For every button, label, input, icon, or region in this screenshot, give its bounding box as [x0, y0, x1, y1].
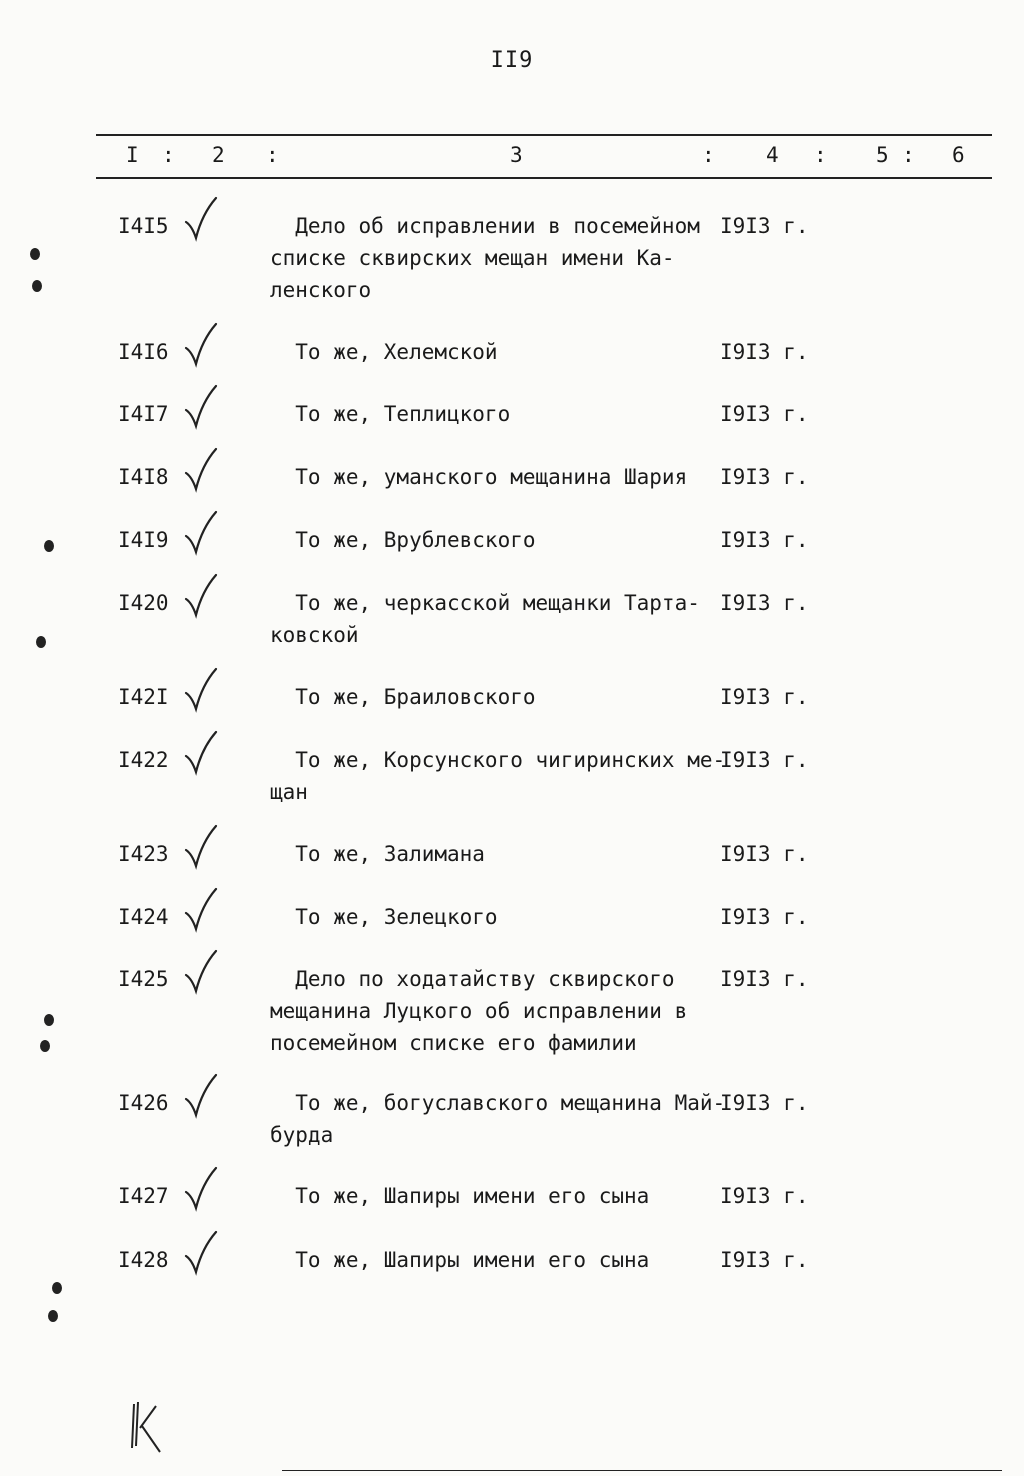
header-sep-5: : — [902, 143, 915, 167]
description-line: То же, Зелецкого — [270, 905, 498, 929]
description-line: ленского — [270, 278, 372, 302]
punch-hole — [44, 540, 54, 552]
description-line: То же, Браиловского — [270, 685, 536, 709]
punch-hole — [48, 1310, 58, 1322]
header-col-3: 3 — [510, 143, 523, 167]
header-col-6: 6 — [952, 143, 965, 167]
item-description — [270, 524, 720, 556]
item-description — [270, 744, 726, 808]
item-description — [270, 336, 720, 368]
description-line: ковской — [270, 623, 359, 647]
item-year: I9I3 г. — [720, 842, 809, 866]
item-year: I9I3 г. — [720, 1184, 809, 1208]
item-number: I420 — [118, 591, 169, 615]
item-number: I427 — [118, 1184, 169, 1208]
description-line: Дело по ходатайству сквирского — [270, 967, 675, 991]
item-description — [270, 587, 720, 651]
checkmark-icon — [180, 1166, 222, 1212]
description-line: списке сквирских мещан имени Ка- — [270, 246, 675, 270]
description-line: То же, Шапиры имени его сына — [270, 1248, 650, 1272]
item-number: I4I6 — [118, 340, 169, 364]
description-line: мещанина Луцкого об исправлении в — [270, 999, 688, 1023]
item-year: I9I3 г. — [720, 528, 809, 552]
item-description — [270, 1087, 726, 1151]
header-sep-1: : — [162, 143, 175, 167]
item-year: I9I3 г. — [720, 214, 809, 238]
punch-hole — [30, 248, 40, 260]
item-year: I9I3 г. — [720, 1248, 809, 1272]
header-top-rule — [96, 134, 992, 136]
checkmark-icon — [180, 667, 222, 713]
checkmark-icon — [180, 887, 222, 933]
checkmark-icon — [180, 949, 222, 995]
item-number: I4I8 — [118, 465, 169, 489]
header-sep-3: : — [702, 143, 715, 167]
description-line: щан — [270, 780, 308, 804]
checkmark-icon — [180, 510, 222, 556]
item-number: I424 — [118, 905, 169, 929]
punch-hole — [52, 1282, 62, 1294]
header-col-4: 4 — [766, 143, 779, 167]
header-col-5: 5 — [876, 143, 889, 167]
item-year: I9I3 г. — [720, 340, 809, 364]
checkmark-icon — [180, 322, 222, 368]
item-year: I9I3 г. — [720, 685, 809, 709]
description-line: То же, Корсунского чигиринских ме- — [270, 748, 726, 772]
handwritten-mark-icon — [126, 1398, 166, 1462]
item-description — [270, 461, 720, 493]
item-number: I425 — [118, 967, 169, 991]
item-number: I4I5 — [118, 214, 169, 238]
item-description — [270, 838, 720, 870]
item-description — [270, 963, 720, 1059]
item-year: I9I3 г. — [720, 402, 809, 426]
item-year: I9I3 г. — [720, 967, 809, 991]
description-line: посемейном списке его фамилии — [270, 1031, 637, 1055]
checkmark-icon — [180, 730, 222, 776]
description-line: То же, Теплицкого — [270, 402, 511, 426]
item-number: I42I — [118, 685, 169, 709]
item-year: I9I3 г. — [720, 905, 809, 929]
header-col-2: 2 — [212, 143, 225, 167]
punch-hole — [32, 280, 42, 292]
item-year: I9I3 г. — [720, 748, 809, 772]
item-number: I423 — [118, 842, 169, 866]
checkmark-icon — [180, 196, 222, 242]
header-bottom-rule — [96, 177, 992, 179]
item-year: I9I3 г. — [720, 1091, 809, 1115]
item-number: I428 — [118, 1248, 169, 1272]
header-col-1: I — [126, 143, 139, 167]
description-line: То же, Врублевского — [270, 528, 536, 552]
item-description — [270, 398, 720, 430]
item-number: I4I7 — [118, 402, 169, 426]
item-number: I422 — [118, 748, 169, 772]
checkmark-icon — [180, 447, 222, 493]
checkmark-icon — [180, 384, 222, 430]
header-sep-2: : — [266, 143, 279, 167]
description-line: бурда — [270, 1123, 334, 1147]
punch-hole — [40, 1040, 50, 1052]
description-line: То же, Шапиры имени его сына — [270, 1184, 650, 1208]
item-description — [270, 210, 720, 306]
punch-hole — [44, 1014, 54, 1026]
page-number: II9 — [490, 48, 534, 73]
item-description — [270, 901, 720, 933]
punch-hole — [36, 636, 46, 648]
item-year: I9I3 г. — [720, 465, 809, 489]
checkmark-icon — [180, 1073, 222, 1119]
item-description — [270, 681, 720, 713]
description-line: То же, черкасской мещанки Тарта- — [270, 591, 700, 615]
bottom-rule — [282, 1470, 1002, 1471]
header-sep-4: : — [814, 143, 827, 167]
item-description — [270, 1180, 720, 1212]
description-line: То же, Залимана — [270, 842, 485, 866]
description-line: То же, уманского мещанина Шария — [270, 465, 688, 489]
checkmark-icon — [180, 1230, 222, 1276]
checkmark-icon — [180, 824, 222, 870]
item-number: I4I9 — [118, 528, 169, 552]
description-line: То же, богуславского мещанина Май- — [270, 1091, 726, 1115]
description-line: То же, Хелемской — [270, 340, 498, 364]
description-line: Дело об исправлении в посемейном — [270, 214, 700, 238]
item-number: I426 — [118, 1091, 169, 1115]
item-year: I9I3 г. — [720, 591, 809, 615]
item-description — [270, 1244, 720, 1276]
checkmark-icon — [180, 573, 222, 619]
